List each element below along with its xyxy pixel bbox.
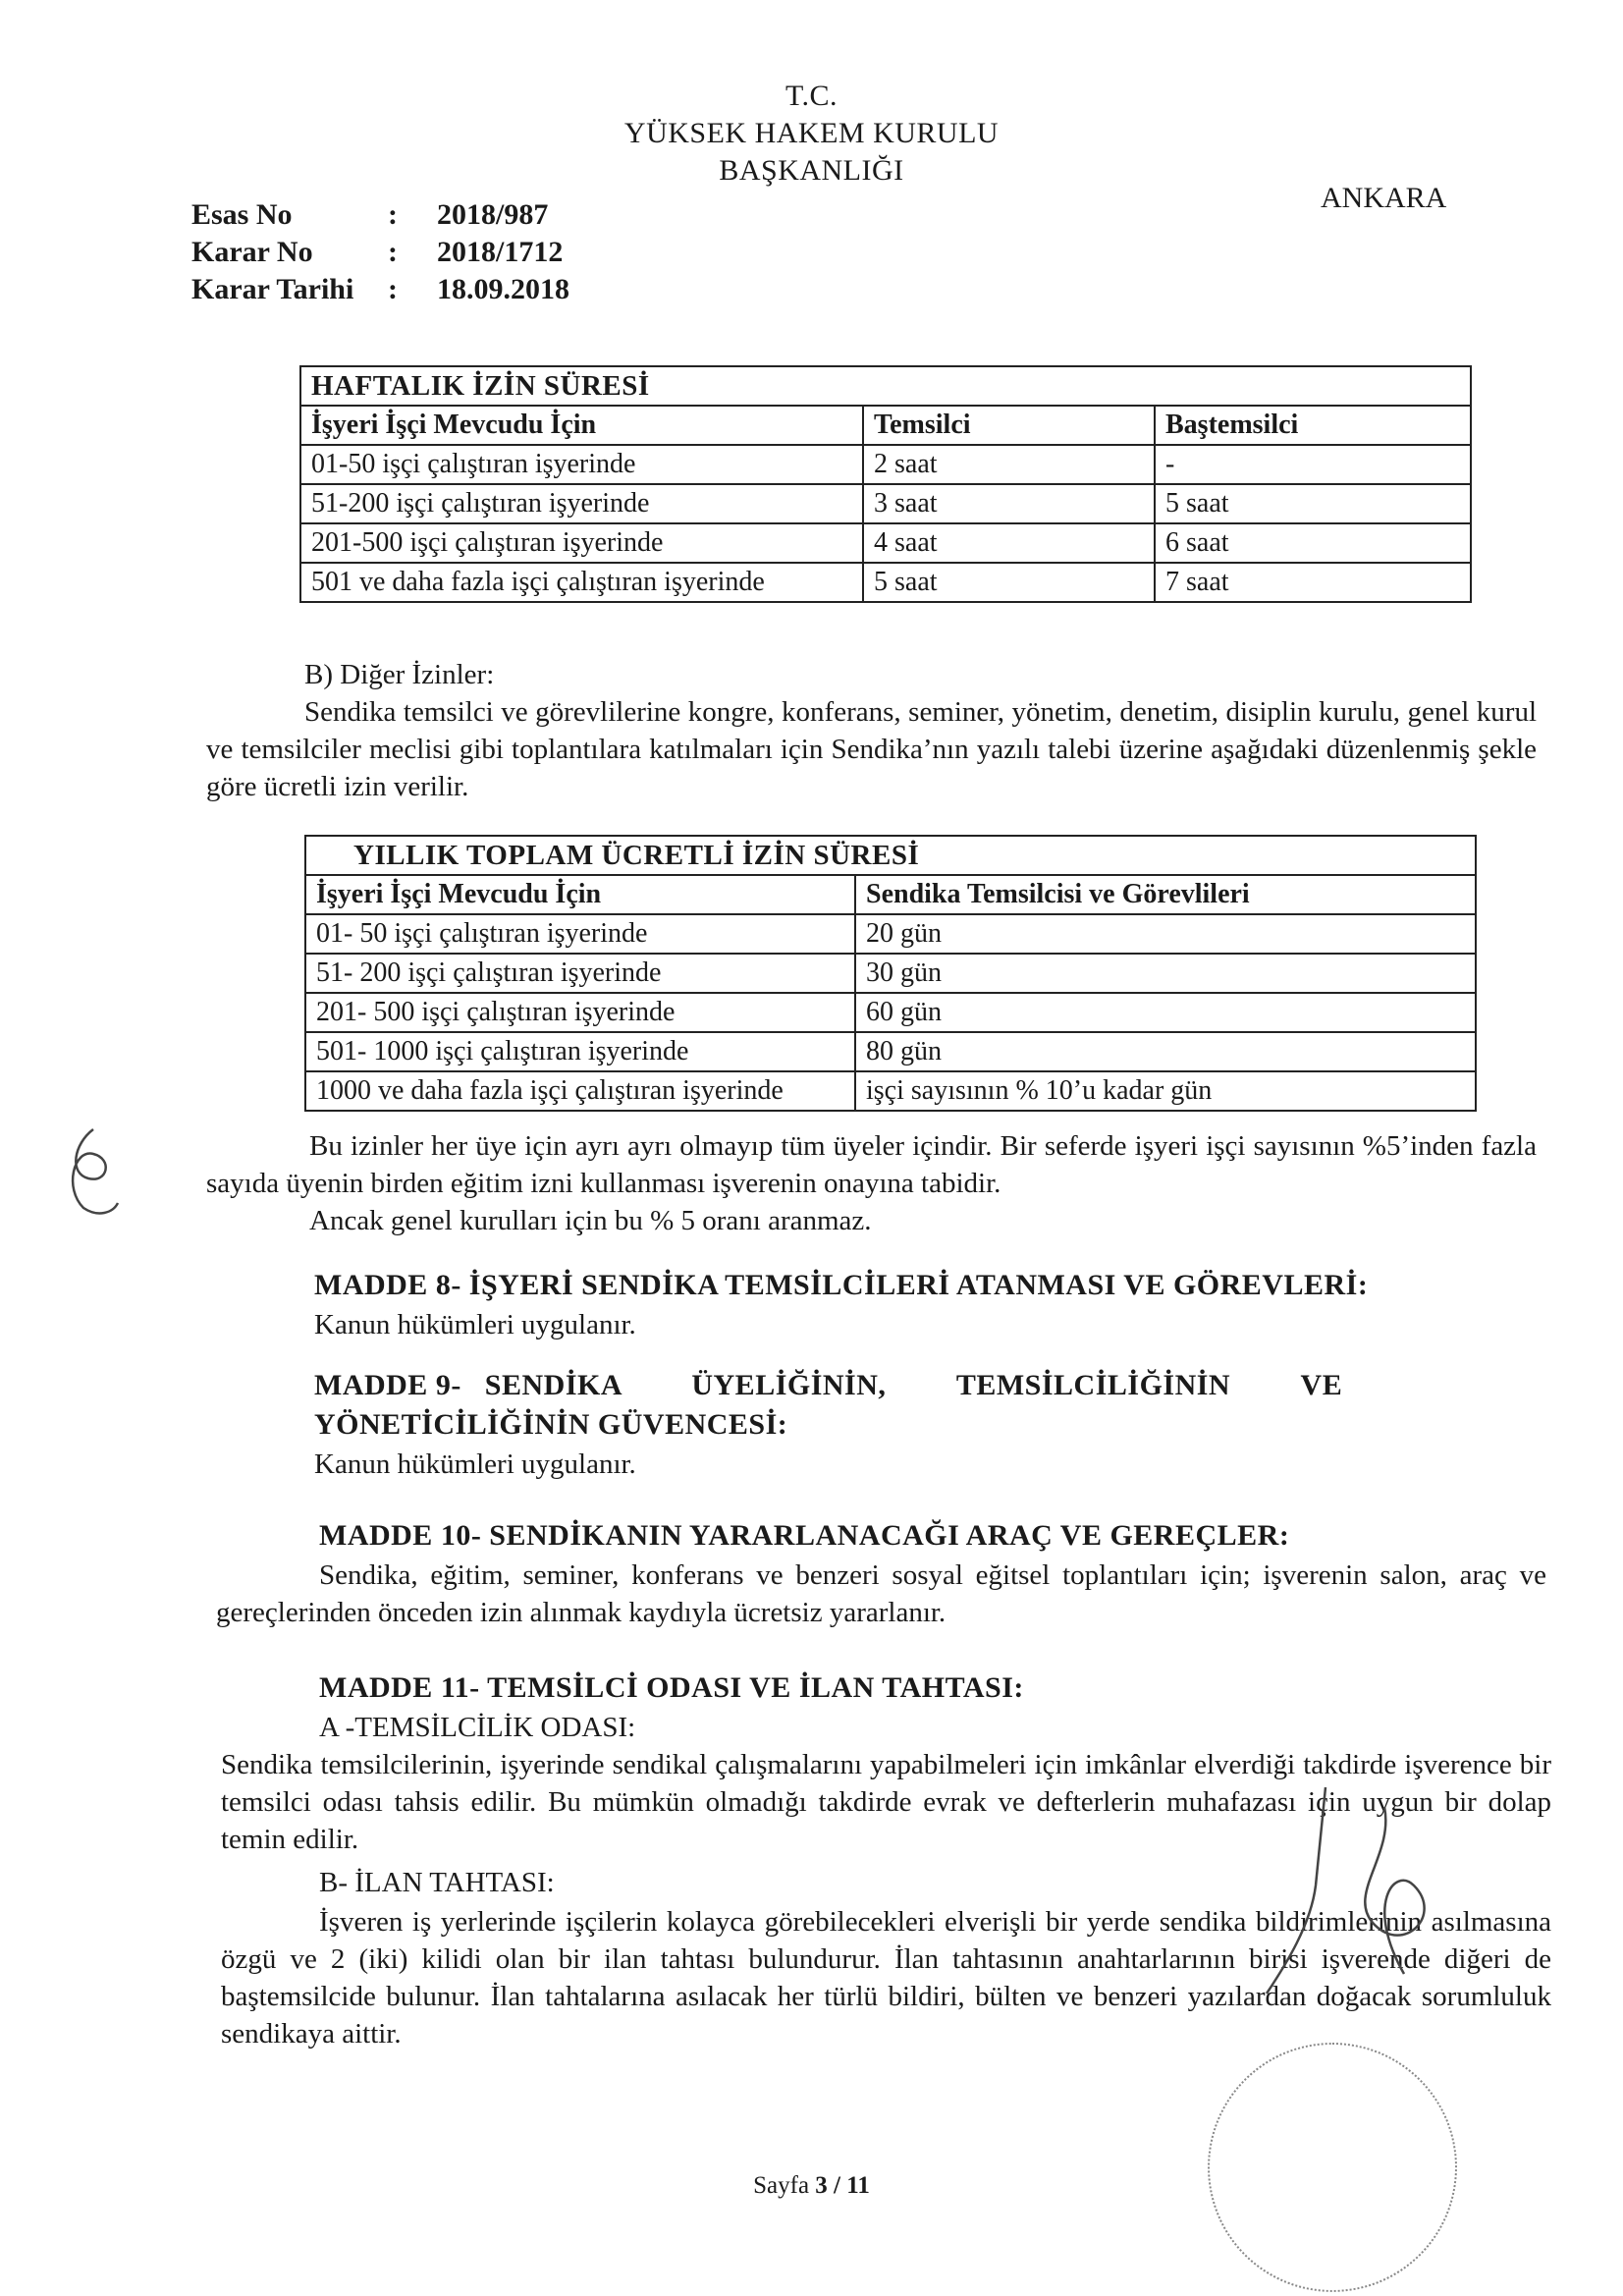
margin-handwritten-mark xyxy=(54,1120,133,1228)
table-cell: - xyxy=(1155,445,1471,484)
annual-leave-table xyxy=(304,835,1477,1112)
table-cell: işçi sayısının % 10’u kadar gün xyxy=(855,1071,1476,1111)
table-cell: 01-50 işçi çalıştıran işyerinde xyxy=(300,445,863,484)
table-header: Temsilci xyxy=(863,406,1155,445)
table-row xyxy=(300,445,1471,484)
table-cell: 1000 ve daha fazla işçi çalıştıran işyerinde xyxy=(305,1071,855,1111)
meta-value: 2018/987 xyxy=(437,198,549,231)
article-11-heading: MADDE 11- TEMSİLCİ ODASI VE İLAN TAHTASI: xyxy=(319,1671,1024,1704)
header-institution: YÜKSEK HAKEM KURULU xyxy=(623,117,1000,149)
table-row xyxy=(305,954,1476,993)
case-meta xyxy=(191,196,569,308)
header-tc: T.C. xyxy=(784,80,839,112)
page-prefix: Sayfa xyxy=(753,2172,816,2199)
section-b-title: B) Diğer İzinler: xyxy=(304,659,495,690)
table-row xyxy=(300,563,1471,602)
meta-label: Karar Tarihi xyxy=(191,273,354,305)
table-cell: 20 gün xyxy=(855,914,1476,954)
table-cell: 80 gün xyxy=(855,1032,1476,1071)
table-cell: 501- 1000 işçi çalıştıran işyerinde xyxy=(305,1032,855,1071)
table-header: İşyeri İşçi Mevcudu İçin xyxy=(305,875,855,914)
meta-sep: : xyxy=(388,198,398,231)
general-assembly-note: Ancak genel kurulları için bu % 5 oranı aranmaz. xyxy=(309,1205,872,1236)
meta-row-esas xyxy=(191,196,569,234)
table-cell: 201-500 işçi çalıştıran işyerinde xyxy=(300,523,863,563)
table-cell: 4 saat xyxy=(863,523,1155,563)
article-9-heading-cont: YÖNETİCİLİĞİNİN GÜVENCESİ: xyxy=(314,1408,788,1441)
table-cell: 60 gün xyxy=(855,993,1476,1032)
header-presidency: BAŞKANLIĞI xyxy=(719,154,904,187)
meta-row-karar xyxy=(191,234,569,271)
table-cell: 7 saat xyxy=(1155,563,1471,602)
table-cell: 3 saat xyxy=(863,484,1155,523)
table-header: İşyeri İşçi Mevcudu İçin xyxy=(300,406,863,445)
table-title: HAFTALIK İZİN SÜRESİ xyxy=(300,366,1471,406)
table-row xyxy=(300,484,1471,523)
table-cell: 01- 50 işçi çalıştıran işyerinde xyxy=(305,914,855,954)
table-cell: 6 saat xyxy=(1155,523,1471,563)
meta-value: 18.09.2018 xyxy=(437,273,569,305)
table-cell: 5 saat xyxy=(1155,484,1471,523)
table-header: Sendika Temsilcisi ve Görevlileri xyxy=(855,875,1476,914)
meta-label: Karar No xyxy=(191,236,313,268)
meta-sep: : xyxy=(388,236,398,268)
meta-value: 2018/1712 xyxy=(437,236,564,268)
weekly-leave-table xyxy=(299,365,1472,603)
table-row xyxy=(305,993,1476,1032)
meta-label: Esas No xyxy=(191,198,293,231)
table-cell: 51- 200 işçi çalıştıran işyerinde xyxy=(305,954,855,993)
table-cell: 30 gün xyxy=(855,954,1476,993)
table-cell: 5 saat xyxy=(863,563,1155,602)
table-cell: 201- 500 işçi çalıştıran işyerinde xyxy=(305,993,855,1032)
signature-mark xyxy=(1247,1768,1483,2023)
article-8-text: Kanun hükümleri uygulanır. xyxy=(314,1309,636,1340)
page-num: 3 / 11 xyxy=(815,2172,870,2199)
article-11-text-b: İşveren iş yerlerinde işçilerin kolayca görebilecekleri elverişli bir yerde sendika bildirimlerinin asılmasına özgü ve 2 (iki) kilidi olan bir ilan tahtası bulundurur. İlan tahtasının anahtarlarının birisi işverende diğeri de baştemsilcide bulunur. İlan tahtalarına asılacak her türlü bildiri, bülten ve benzeri yazılardan doğacak sorumluluk sendikaya aittir. xyxy=(221,1906,1551,2050)
article-9-text: Kanun hükümleri uygulanır. xyxy=(314,1449,636,1480)
table-cell: 2 saat xyxy=(863,445,1155,484)
article-9-heading: MADDE 9- SENDİKA ÜYELİĞİNİN, TEMSİLCİLİĞİNİN VE xyxy=(314,1369,1343,1401)
table-title: YILLIK TOPLAM ÜCRETLİ İZİN SÜRESİ xyxy=(305,836,1476,875)
meta-row-tarih xyxy=(191,271,569,308)
table-row xyxy=(305,1032,1476,1071)
article-11-text-a: Sendika temsilcilerinin, işyerinde sendikal çalışmalarını yapabilmeleri için imkânlar elverdiği takdirde işverence bir temsilci odası tahsis edilir. Bu mümkün olmadığı takdirde evrak ve defterlerin muhafazası için uygun bir dolap temin edilir. xyxy=(221,1749,1551,1855)
table-cell: 51-200 işçi çalıştıran işyerinde xyxy=(300,484,863,523)
official-stamp xyxy=(1208,2043,1457,2292)
table-row xyxy=(300,523,1471,563)
table-row xyxy=(305,914,1476,954)
article-11-sub-b: B- İLAN TAHTASI: xyxy=(319,1867,555,1898)
leave-note: Bu izinler her üye için ayrı ayrı olmayıp tüm üyeler içindir. Bir seferde işyeri işçi sayısının %5’inden fazla sayıda üyenin birden eğitim izni kullanması işverenin onayına tabidir. xyxy=(206,1130,1537,1199)
section-b-text: Sendika temsilci ve görevlilerine kongre, konferans, seminer, yönetim, denetim, disiplin kurulu, genel kurul ve temsilciler meclisi gibi toplantılara katılmaları için Sendika’nın yazılı talebi üzerine aşağıdaki düzenlenmiş şekle göre ücretli izin verilir. xyxy=(206,696,1537,802)
page-number xyxy=(0,2172,1623,2200)
article-8-heading: MADDE 8- İŞYERİ SENDİKA TEMSİLCİLERİ ATANMASI VE GÖREVLERİ: xyxy=(314,1269,1369,1301)
table-row xyxy=(305,1071,1476,1111)
city-label: ANKARA xyxy=(1321,182,1447,214)
table-header: Baştemsilci xyxy=(1155,406,1471,445)
meta-sep: : xyxy=(388,273,398,305)
article-11-sub-a: A -TEMSİLCİLİK ODASI: xyxy=(319,1712,636,1743)
table-cell: 501 ve daha fazla işçi çalıştıran işyerinde xyxy=(300,563,863,602)
article-10-heading: MADDE 10- SENDİKANIN YARARLANACAĞI ARAÇ VE GEREÇLER: xyxy=(319,1519,1290,1552)
article-10-text: Sendika, eğitim, seminer, konferans ve benzeri sosyal eğitsel toplantıları için; işverenin salon, araç ve gereçlerinden önceden izin alınmak kaydıyla ücretsiz yararlanır. xyxy=(216,1559,1546,1628)
